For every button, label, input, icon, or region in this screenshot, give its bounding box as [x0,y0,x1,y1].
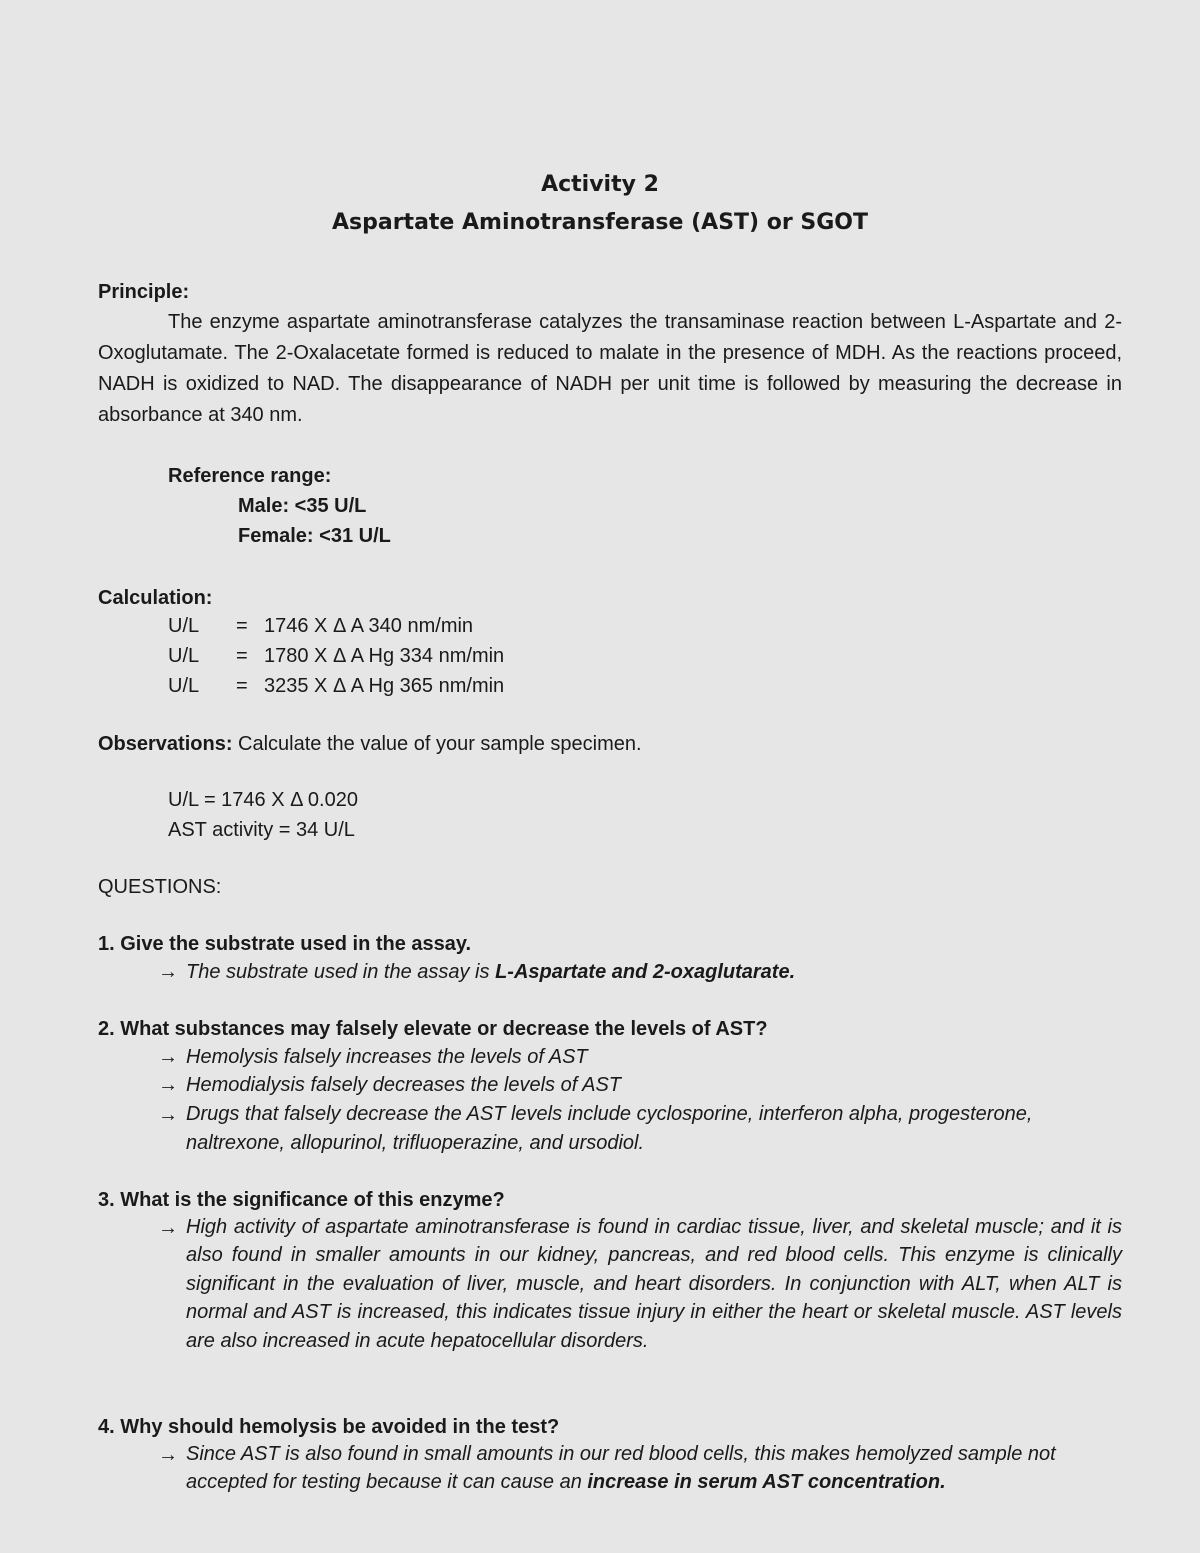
reference-male: Male: <35 U/L [238,495,367,517]
calc-formula: 1780 X Δ A Hg 334 nm/min [264,645,505,667]
calc-unit: U/L [168,645,200,667]
question-4: 4. Why should hemolysis be avoided in the test? [98,1416,560,1438]
arrow-icon: → [158,1046,178,1068]
observations-line [98,729,642,759]
calc-equals: = [236,615,248,637]
answer-item [158,1213,1122,1383]
observation-result: AST activity = 34 U/L [168,819,355,841]
arrow-icon: → [158,1104,178,1126]
arrow-icon: → [158,1444,178,1466]
answer-text: High activity of aspartate aminotransferase is found in cardiac tissue, liver, and skeletal muscle; and it is also found in smaller amounts in our kidney, pancreas, and red blood cells. This enzyme is clinically significant in the evaluation of liver, muscle, and heart disorders. In conjunction with ALT, when ALT is normal and AST is increased, this indicates tissue injury in either the heart or skeletal muscle. AST levels are also increased in acute hepatocellular disorders. [186,1216,1122,1352]
principle-paragraph [98,307,1122,431]
calc-formula: 1746 X Δ A 340 nm/min [264,615,474,637]
answer-item [158,957,1122,987]
page-title: Activity 2 [541,172,659,197]
answer-text-part: Since AST is also found in small amounts in our red blood cells, this makes hemolyzed sample not accepted for testing because it can cause an [186,1443,1056,1493]
principle-label: Principle: [98,281,190,303]
calculation-row [168,671,588,701]
question-1: 1. Give the substrate used in the assay. [98,933,472,955]
observations-text: Calculate the value of your sample specimen. [232,733,642,755]
answer-text: Drugs that falsely decrease the AST levels include cyclosporine, interferon alpha, progesterone, naltrexone, allopurinol, trifluoperazine, and ursodiol. [186,1103,1033,1154]
questions-label: QUESTIONS: [98,876,222,898]
question-3: 3. What is the significance of this enzyme? [98,1189,505,1211]
calc-equals: = [236,645,248,667]
principle-text: The enzyme aspartate aminotransferase catalyzes the transaminase reaction between L-Aspartate and 2-Oxoglutamate. The 2-Oxalacetate formed is reduced to malate in the presence of MDH. As the reactions proceed, NADH is oxidized to NAD. The disappearance of NADH per unit time is followed by measuring the decrease in absorbance at 340 nm. [98,311,1122,426]
calculation-row [168,641,588,671]
observation-formula: U/L = 1746 X Δ 0.020 [168,789,358,811]
answer-item [158,1440,1122,1500]
answer-text [186,1440,1122,1496]
answer-text: Hemolysis falsely increases the levels of AST [186,1046,588,1068]
reference-female: Female: <31 U/L [238,525,391,547]
arrow-icon: → [158,961,178,983]
answer-text: Hemodialysis falsely decreases the levels of AST [186,1074,621,1096]
arrow-icon: → [158,1217,178,1239]
answer-emphasis: increase in serum AST concentration. [587,1471,946,1493]
calc-equals: = [236,675,248,697]
page-subtitle: Aspartate Aminotransferase (AST) or SGOT [331,210,868,235]
arrow-icon: → [158,1074,178,1096]
question-2: 2. What substances may falsely elevate or decrease the levels of AST? [98,1018,768,1040]
calc-unit: U/L [168,675,200,697]
answer-text-part: The substrate used in the assay is [186,961,496,983]
observations-label: Observations: [98,733,233,755]
answer-item [158,1070,1122,1100]
answer-item [158,1100,1122,1160]
answer-emphasis: L-Aspartate and 2-oxaglutarate. [495,961,796,983]
reference-label: Reference range: [168,465,332,487]
calculation-label: Calculation: [98,587,213,609]
calculation-row [168,611,588,641]
answer-item [158,1042,1122,1072]
calc-unit: U/L [168,615,200,637]
answer-text [186,957,1122,987]
calc-formula: 3235 X Δ A Hg 365 nm/min [264,675,505,697]
